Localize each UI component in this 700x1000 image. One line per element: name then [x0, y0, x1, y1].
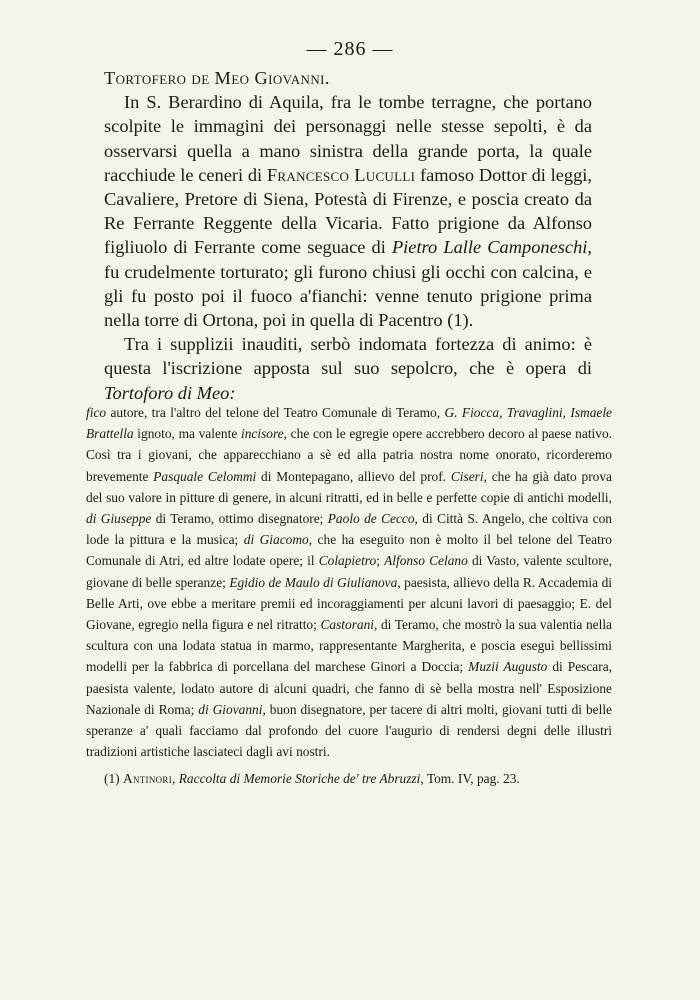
text-run: Tra i supplizii inauditi, serbò indomata fortezza di animo: è questa l'iscrizione apposta sul suo sepolcro, che è opera di: [104, 334, 592, 379]
italic-name: di Giacomo: [243, 532, 309, 548]
text-run: , fu crudelmente torturato; gli furono chiusi gli occhi con calcina, e gli fu posto poi il fuoco a'fianchi: venne tenuto prigione prima nella torre di Ortona, poi in quella di Pacentro (1).: [104, 237, 592, 331]
italic-name: Colapietro: [318, 553, 377, 569]
person-name: Francesco Luculli: [266, 164, 416, 185]
text-run: , Tom. IV, pag. 23.: [420, 771, 520, 787]
italic-name: di Giuseppe: [86, 511, 152, 527]
text-run: ,: [172, 771, 179, 787]
paragraph: [104, 332, 592, 405]
italic-name: Pasquale Celommi: [153, 468, 257, 484]
text-run: autore, tra l'altro del telone del Teatro Comunale di Teramo,: [106, 405, 445, 420]
italic-name: di Giovanni: [198, 701, 263, 717]
footnote: [86, 768, 612, 789]
text-run: , di Città S. Angelo, che coltiva con lode la pittura e la musica;: [86, 511, 612, 548]
italic-name: Paolo de Cecco: [327, 511, 415, 527]
italic-name: Ciseri: [450, 468, 484, 484]
note-block: [86, 402, 612, 790]
text-run: ;: [376, 553, 385, 569]
text-run: ignoto, ma valente: [133, 426, 241, 442]
paragraph: [104, 90, 592, 332]
text-run: di Teramo, ottimo disegnatore;: [151, 511, 328, 527]
text-run: di Vasto, valente scultore, giovane di belle speranze;: [86, 553, 612, 590]
italic-name: fico: [86, 405, 107, 420]
text-run: di Montepagano, allievo del prof.: [256, 468, 451, 484]
text-run: In S. Berardino di Aquila, fra le tombe terragne, che portano scolpite le immagini dei personaggi nelle stesse sepolti, è da osservarsi quella a mano sinistra della grande porta, la quale racchiude le ceneri di: [104, 92, 592, 185]
section-heading: Tortofero de Meo Giovanni.: [104, 68, 330, 88]
italic-name: Muzii Augusto: [468, 659, 548, 675]
footnote-title: Raccolta di Memorie Storiche de' tre Abruzzi: [178, 771, 421, 787]
text-run: , paesista, allievo della R. Accademia di Belle Arti, ove ebbe a meritare premii ed incoraggiamenti per alcuni lavori di paesaggio; E. del Giovane, egregio nella figura e nel ritratto;: [86, 574, 612, 633]
text-run: , che ha già dato prova del suo valore in pitture di genere, in alcuni ritratti, ed in belle e perfette copie di antichi modelli,: [86, 468, 612, 505]
text-run: di Pescara, paesista valente, lodato autore di alcuni quadri, che fanno di sè bella mostra nell' Esposizione Nazionale di Roma;: [86, 659, 612, 717]
text-run: , che con le egregie opere accrebbero decoro al paese nativo. Così tra i giovani, che apparecchiano a sè ed alla patria nostra nome onorato, ricorderemo brevemente: [86, 426, 613, 484]
footnote-marker: (1): [104, 771, 123, 787]
italic-name: Pietro Lalle Camponeschi: [391, 237, 588, 258]
italic-name: Egidio de Maulo di Giulianova: [229, 574, 398, 590]
note-paragraph: [86, 402, 612, 762]
italic-name: G. Fiocca, Travaglini, Ismaele Brattella: [86, 405, 612, 442]
text-run: , buon disegnatore, per tacere di altri molti, giovani tutti di belle speranze a' quali facciamo dal profondo del cuore l'augurio di rendersi degni delle illustri tradizioni artistiche lasciateci dagli avi nostri.: [86, 701, 612, 760]
text-run: famoso Dottor di leggi, Cavaliere, Pretore di Siena, Potestà di Firenze, e poscia creato da Re Ferrante Reggente della Vicaria. Fatto prigione da Alfonso figliuolo di Ferrante come seguace di: [104, 164, 592, 258]
main-text: [104, 66, 592, 405]
italic-name: incisore: [240, 426, 284, 442]
italic-name: Tortoforo di Meo:: [104, 382, 236, 403]
text-run: , che ha eseguito non è molto il bel telone del Teatro Comunale di Atri, ed altre lodate opere; il: [86, 532, 613, 569]
page-number: — 286 —: [306, 38, 394, 60]
italic-name: Alfonso Celano: [384, 553, 468, 569]
italic-name: Castorani: [320, 617, 375, 633]
footnote-author: Antinori: [122, 771, 173, 787]
text-run: , di Teramo, che mostrò la sua valentia nella scultura con una lodata statua in marmo, rappresentante Margherita, e poscia eseguì bellissimi modelli per la fabbrica di porcellana del marchese Ginori a Doccia;: [86, 617, 612, 675]
